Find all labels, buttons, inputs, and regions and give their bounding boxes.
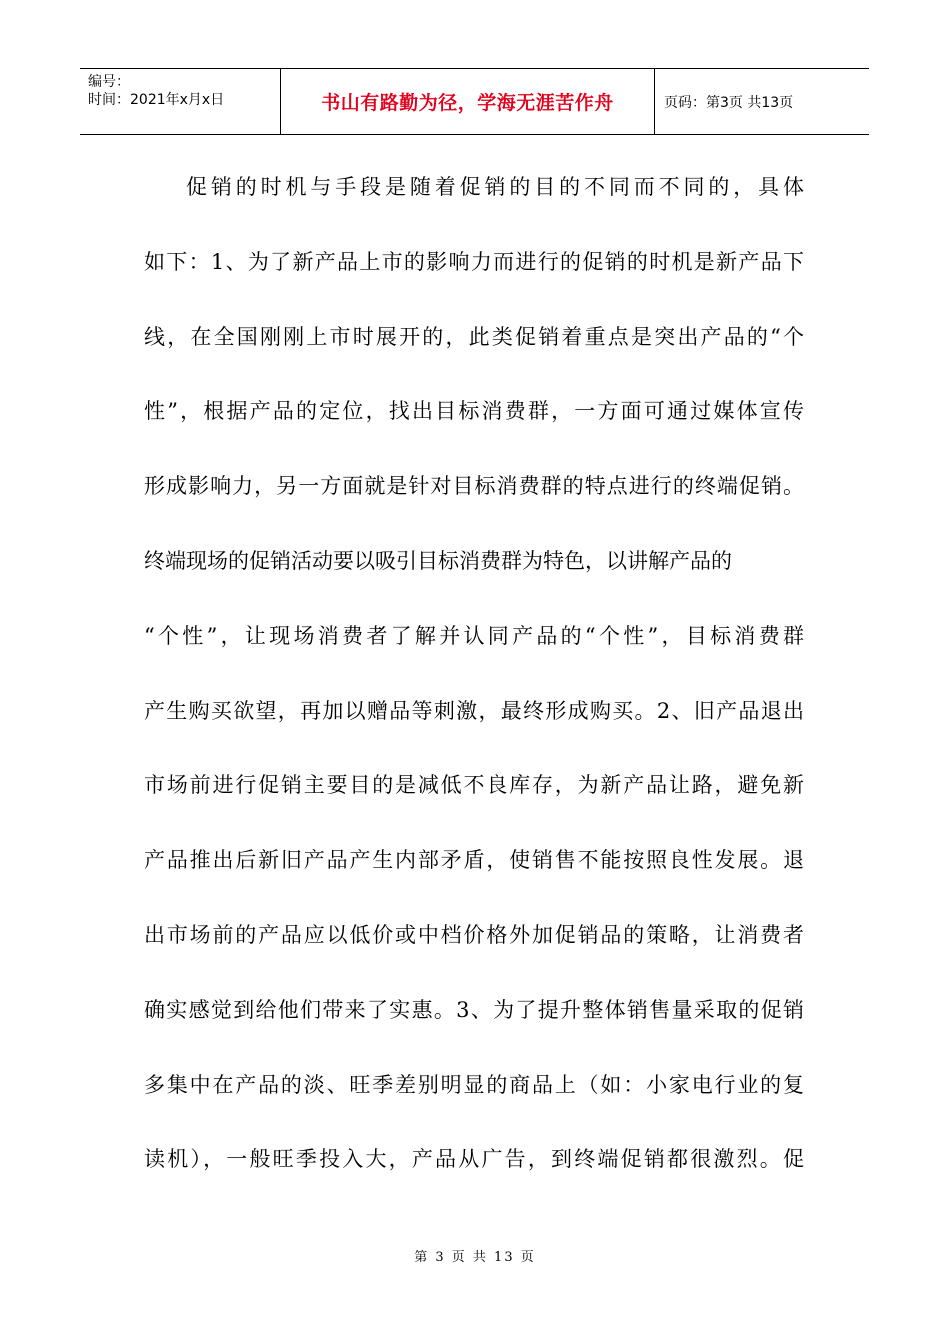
body-line-3: 线，在全国刚刚上市时展开的，此类促销着重点是突出产品的“个 — [144, 324, 804, 349]
header-page-info: 页码：第3页 共13页 — [664, 94, 794, 111]
header-meta — [80, 69, 281, 134]
body-line-10: 产品推出后新旧产品产生内部矛盾，使销售不能按照良性发展。退 — [144, 848, 804, 873]
body-line-11: 出市场前的产品应以低价或中档价格外加促销品的策略，让消费者 — [144, 922, 804, 947]
body-line-6: 终端现场的促销活动要以吸引目标消费群为特色，以讲解产品的 — [144, 548, 732, 573]
body-line-2: 如下：1、为了新产品上市的影响力而进行的促销的时机是新产品下 — [144, 249, 804, 274]
body-line-8: 产生购买欲望，再加以赠品等刺激，最终形成购买。2、旧产品退出 — [144, 698, 804, 723]
document-number-label: 编号： — [88, 74, 130, 90]
body-line-1: 促销的时机与手段是随着促销的目的不同而不同的，具体 — [186, 175, 804, 199]
header-motto: 书山有路勤为径，学海无涯苦作舟 — [281, 69, 655, 134]
body-line-14: 读机），一般旺季投入大，产品从广告，到终端促销都很激烈。促 — [144, 1147, 804, 1172]
body-line-5: 形成影响力，另一方面就是针对目标消费群的特点进行的终端促销。 — [144, 474, 804, 499]
document-body — [144, 150, 804, 1197]
body-line-4: 性”，根据产品的定位，找出目标消费群，一方面可通过媒体宣传 — [144, 399, 804, 424]
page-footer: 第 3 页 共 13 页 — [414, 1250, 536, 1265]
body-line-7: “个性”，让现场消费者了解并认同产品的“个性”，目标消费群 — [144, 623, 804, 648]
body-line-9: 市场前进行促销主要目的是减低不良库存，为新产品让路，避免新 — [144, 773, 804, 798]
document-time-label: 时间：2021年x月x日 — [88, 92, 225, 108]
body-line-12: 确实感觉到给他们带来了实惠。3、为了提升整体销售量采取的促销 — [144, 997, 804, 1022]
body-line-13: 多集中在产品的淡、旺季差别明显的商品上（如：小家电行业的复 — [144, 1072, 804, 1097]
page-header — [80, 68, 869, 135]
